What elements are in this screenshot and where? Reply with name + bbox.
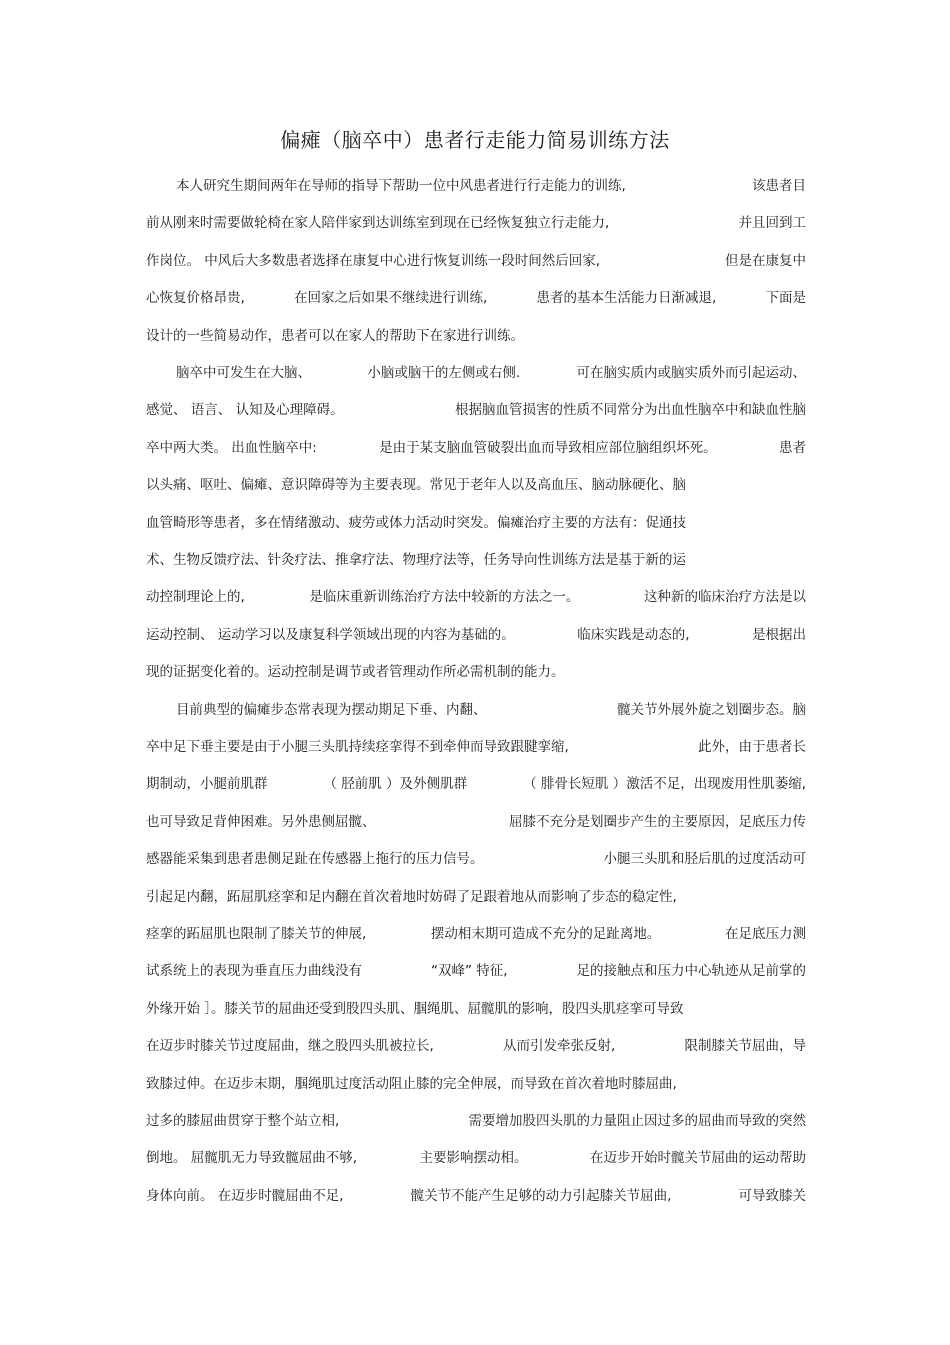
text-segment: 摆动相末期可造成不充分的足趾离地。 [430,926,661,942]
text-line [146,587,806,607]
text-segment: 也可导致足背伸困难。另外患侧屈髋、 [146,813,376,830]
text-segment: 心恢复价格昂贵, [146,290,245,307]
text-segment: 在足底压力测 [724,926,806,942]
text-segment: 但是在康复中 [725,252,806,269]
text-line [146,961,806,981]
text-segment: 运动控制、 运动学习以及康复科学领域出现的内容为基础的。 [146,626,515,643]
text-line [146,1186,806,1206]
text-segment: 根据脑血管损害的性质不同常分为出血性脑卒中和缺血性脑 [455,402,806,419]
text-line [146,887,806,907]
text-segment: “双峰” 特征, [430,963,508,980]
text-segment: 是根据出 [752,626,806,643]
text-segment: 髋关节不能产生足够的动力引起膝关节屈曲, [410,1187,672,1204]
text-line [146,812,806,832]
text-segment: 现的证据变化着的。运动控制是调节或者管理动作所必需机制的能力。 [146,664,565,681]
text-line [146,662,806,682]
text-line [146,288,806,308]
text-segment: 外缘开始 ］。膝关节的屈曲还受到股四头肌、腘绳肌、屈髋肌的影响，股四头肌痉挛可导致 [146,1000,684,1017]
text-segment: 感觉、 语言、 认知及心理障碍。 [146,402,344,419]
text-segment: 引起足内翻，跖屈肌痉挛和足内翻在首次着地时妨碍了足跟着地从而影响了步态的稳定性, [146,888,677,905]
text-line [146,1074,806,1094]
text-segment: 在迈步时膝关节过度屈曲，继之股四头肌被拉长, [146,1038,434,1055]
text-segment: 倒地。 屈髋肌无力导致髋屈曲不够, [146,1150,358,1167]
text-segment: 脑卒中可发生在大脑、 [176,365,311,381]
text-segment: 在迈步开始时髋关节屈曲的运动帮助 [590,1150,806,1167]
text-segment: 目前典型的偏瘫步态常表现为摆动期足下垂、内翻、 [176,701,487,718]
text-segment: 髋关节外展外旋之划圈步态。脑 [617,701,806,718]
text-line [146,475,806,495]
text-segment: 小腿三头肌和胫后肌的过度活动可 [603,851,806,868]
page-title: 偏瘫（脑卒中）患者行走能力简易训练方法 [280,128,670,152]
text-segment: 可在脑实质内或脑实质外而引起运动、 [576,365,806,381]
text-segment: 设计的一些简易动作，患者可以在家人的帮助下在家进行训练。 [146,327,524,344]
text-segment: 作岗位。 中风后大多数患者选择在康复中心进行恢复训练一段时间然后回家, [146,252,601,269]
text-segment: 可导致膝关 [738,1187,806,1204]
text-segment: 主要影响摆动相。 [419,1150,528,1167]
text-segment: 需要增加股四头肌的力量阻止因过多的屈曲而导致的突然 [468,1113,806,1129]
text-segment: 卒中两大类。 出血性脑卒中: [146,439,317,456]
text-segment: 过多的膝屈曲贯穿于整个站立相, [146,1113,340,1129]
text-segment: 术、生物反馈疗法、针灸疗法、推拿疗法、物理疗法等，任务导向性训练方法是基于新的运 [146,552,686,568]
text-segment: 此外，由于患者长 [698,739,806,755]
text-segment: 从而引发牵张反射, [503,1038,616,1055]
text-segment: 下面是 [765,290,806,307]
text-segment: 致膝过伸。在迈步末期，腘绳肌过度活动阻止膝的完全伸展，而导致在首次着地时膝屈曲, [146,1075,677,1092]
text-line [146,737,806,757]
text-line [146,550,806,570]
text-segment: 小脑或脑干的左侧或右侧. [367,365,521,381]
text-line [146,1111,806,1131]
text-line [146,438,806,458]
text-segment: 患者的基本生活能力日渐减退, [536,290,717,307]
text-line [146,924,806,944]
text-line [176,363,806,383]
text-segment: 感器能采集到患者患侧足趾在传感器上拖行的压力信号。 [146,851,484,868]
text-line [176,176,806,196]
text-segment: 身体向前。 在迈步时髋屈曲不足, [146,1187,344,1204]
text-line [146,213,806,233]
text-segment: 是由于某支脑血管破裂出血而导致相应部位脑组织坏死。 [379,439,717,456]
text-line [176,700,806,720]
text-segment: 以头痛、呕吐、偏瘫、意识障碍等为主要表现。常见于老年人以及高血压、脑动脉硬化、脑 [146,477,686,494]
text-line [146,400,806,420]
text-line [146,251,806,271]
text-segment: 前从刚来时需要做轮椅在家人陪伴家到达训练室到现在已经恢复独立行走能力, [146,215,610,232]
text-segment: 期制动，小腿前肌群 [146,776,268,793]
text-segment: 患者 [779,439,806,456]
text-line [146,625,806,645]
text-segment: 本人研究生期间两年在导师的指导下帮助一位中风患者进行行走能力的训练, [176,178,626,194]
text-segment: 动控制理论上的, [146,589,245,606]
text-line [146,774,806,794]
text-line [146,326,806,346]
text-segment: 临床实践是动态的, [577,626,690,643]
text-segment: 这种新的临床治疗方法是以 [643,589,806,606]
text-segment: 屈膝不充分是划圈步产生的主要原因，足底压力传 [509,813,806,830]
text-segment: 足的接触点和压力中心轨迹从足前掌的 [576,963,806,980]
text-line [146,1148,806,1168]
text-segment: （ 胫前肌 ）及外侧肌群 [323,776,468,793]
text-segment: （ 腓骨长短肌 ）激活不足，出现废用性肌萎缩, [523,776,806,793]
text-segment: 该患者目 [752,178,806,194]
text-segment: 在回家之后如果不继续进行训练, [294,290,488,307]
text-line [146,849,806,869]
text-segment: 是临床重新训练治疗方法中较新的方法之一。 [309,589,580,606]
text-segment: 并且回到工 [738,215,806,232]
text-line [146,1036,806,1056]
text-segment: 限制膝关节屈曲，导 [684,1038,806,1055]
text-segment: 痉挛的跖屈肌也限制了膝关节的伸展, [146,926,367,942]
text-segment: 卒中足下垂主要是由于小腿三头肌持续痉挛得不到牵伸而导致跟腱挛缩, [146,739,569,755]
text-segment: 试系统上的表现为垂直压力曲线没有 [146,963,362,980]
text-segment: 血管畸形等患者，多在情绪激动、疲劳或体力活动时突发。偏瘫治疗主要的方法有：促通技 [146,514,686,531]
text-line [146,513,806,533]
text-line [146,999,806,1019]
